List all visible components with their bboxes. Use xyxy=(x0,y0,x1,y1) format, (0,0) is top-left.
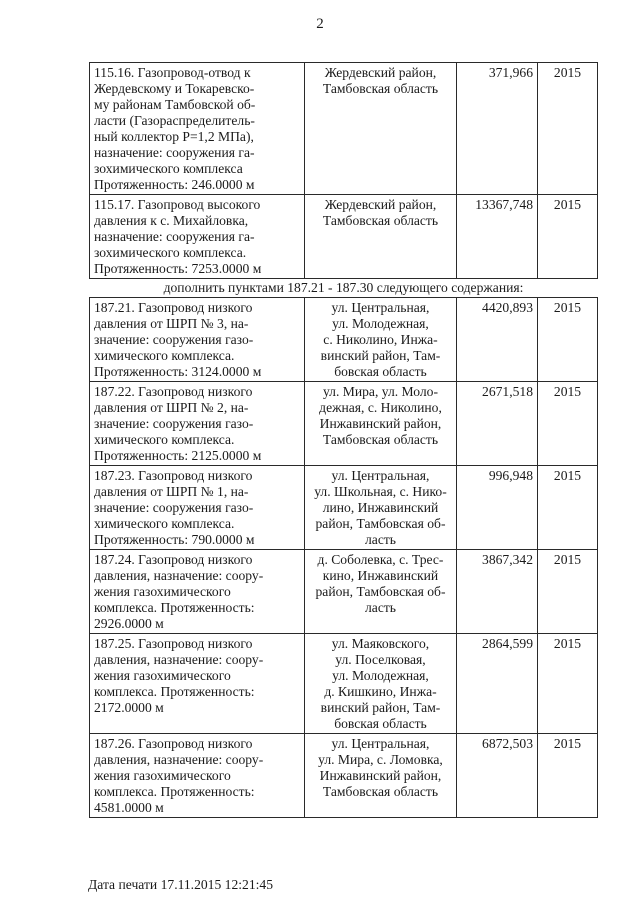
item-value: 3867,342 xyxy=(457,550,538,634)
item-description: 187.22. Газопровод низкого давления от ШРП № 2, на- значение: сооружения газо- химического комплекса. Протяженность: 2125.0000 м xyxy=(90,382,305,466)
item-value: 13367,748 xyxy=(457,195,538,279)
item-description: 187.23. Газопровод низкого давления от ШРП № 1, на- значение: сооружения газо- химического комплекса. Протяженность: 790.0000 м xyxy=(90,466,305,550)
item-year: 2015 xyxy=(538,466,598,550)
amendment-note-row xyxy=(90,279,598,298)
item-year: 2015 xyxy=(538,634,598,734)
item-description: 115.17. Газопровод высокого давления к с. Михайловка, назначение: сооружения га- зохимического комплекса. Протяженность: 7253.0000 м xyxy=(90,195,305,279)
item-description: 187.26. Газопровод низкого давления, назначение: соору- жения газохимического комплекса. Протяженность: 4581.0000 м xyxy=(90,734,305,818)
item-location: ул. Маяковского, ул. Поселковая, ул. Молодежная, д. Кишкино, Инжа- винский район, Там- бовская область xyxy=(305,634,457,734)
item-year: 2015 xyxy=(538,734,598,818)
item-location: Жердевский район, Тамбовская область xyxy=(305,195,457,279)
item-location: ул. Центральная, ул. Молодежная, с. Николино, Инжа- винский район, Там- бовская область xyxy=(305,298,457,382)
item-value: 2864,599 xyxy=(457,634,538,734)
page-number: 2 xyxy=(316,16,324,32)
item-description: 115.16. Газопровод-отвод к Жердевскому и Токаревско- му районам Тамбовской об- ласти (Газораспределитель- ный коллектор Р=1,2 МПа), назначение: сооружения га- зохимического комплекса Протяженность: 246.0000 м xyxy=(90,63,305,195)
item-value: 996,948 xyxy=(457,466,538,550)
table-row xyxy=(90,550,598,634)
item-location: ул. Мира, ул. Моло- дежная, с. Николино, Инжавинский район, Тамбовская область xyxy=(305,382,457,466)
item-location: д. Соболевка, с. Трес- кино, Инжавинский район, Тамбовская об- ласть xyxy=(305,550,457,634)
item-year: 2015 xyxy=(538,195,598,279)
table-row xyxy=(90,734,598,818)
table-row xyxy=(90,382,598,466)
property-table xyxy=(89,62,598,818)
table-row xyxy=(90,195,598,279)
table-row xyxy=(90,63,598,195)
item-location: ул. Центральная, ул. Мира, с. Ломовка, Инжавинский район, Тамбовская область xyxy=(305,734,457,818)
table-row xyxy=(90,466,598,550)
print-date: Дата печати 17.11.2015 12:21:45 xyxy=(88,877,273,892)
item-description: 187.24. Газопровод низкого давления, назначение: соору- жения газохимического комплекса. Протяженность: 2926.0000 м xyxy=(90,550,305,634)
item-value: 4420,893 xyxy=(457,298,538,382)
item-location: ул. Центральная, ул. Школьная, с. Нико- лино, Инжавинский район, Тамбовская об- ласть xyxy=(305,466,457,550)
item-year: 2015 xyxy=(538,550,598,634)
item-value: 371,966 xyxy=(457,63,538,195)
item-description: 187.21. Газопровод низкого давления от ШРП № 3, на- значение: сооружения газо- химического комплекса. Протяженность: 3124.0000 м xyxy=(90,298,305,382)
item-value: 6872,503 xyxy=(457,734,538,818)
table-row xyxy=(90,298,598,382)
amendment-note: дополнить пунктами 187.21 - 187.30 следующего содержания: xyxy=(90,279,598,298)
item-location: Жердевский район, Тамбовская область xyxy=(305,63,457,195)
item-description: 187.25. Газопровод низкого давления, назначение: соору- жения газохимического комплекса. Протяженность: 2172.0000 м xyxy=(90,634,305,734)
item-value: 2671,518 xyxy=(457,382,538,466)
item-year: 2015 xyxy=(538,298,598,382)
table-row xyxy=(90,634,598,734)
item-year: 2015 xyxy=(538,63,598,195)
item-year: 2015 xyxy=(538,382,598,466)
